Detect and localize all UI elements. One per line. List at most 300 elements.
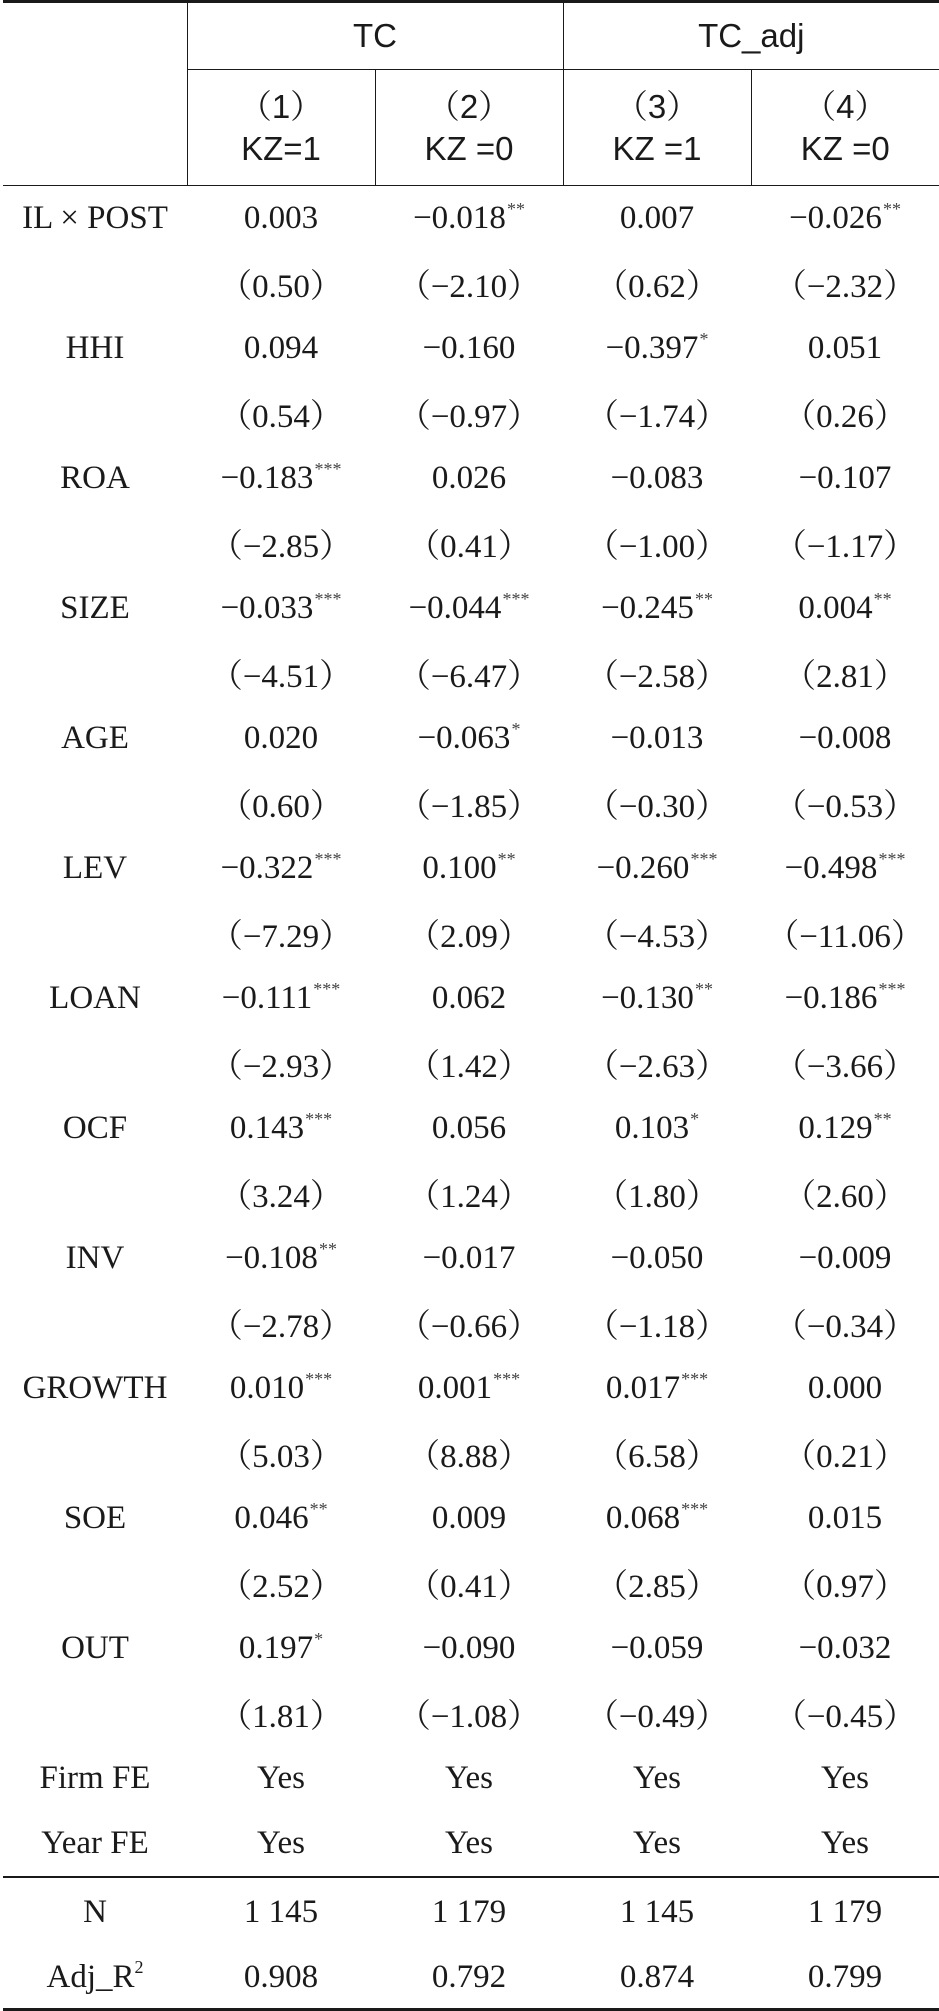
row-label: Firm FE bbox=[3, 1746, 187, 1811]
cell-value: −0.260 bbox=[597, 850, 690, 886]
table-cell bbox=[751, 576, 939, 641]
table-row-tstat bbox=[3, 1551, 939, 1616]
table-cell bbox=[375, 1161, 563, 1226]
row-label bbox=[3, 1161, 187, 1226]
cell-value: −0.107 bbox=[799, 460, 892, 496]
table-cell bbox=[751, 1096, 939, 1161]
cell-value: （−1.00） bbox=[586, 529, 728, 565]
table-cell bbox=[375, 836, 563, 901]
cell-value: −0.186 bbox=[785, 980, 878, 1016]
cell-value: （1.42） bbox=[407, 1049, 531, 1085]
cell-value: （2.85） bbox=[595, 1569, 719, 1605]
row-label bbox=[3, 251, 187, 316]
significance-stars: *** bbox=[878, 849, 905, 869]
cell-value: 0.129 bbox=[798, 1110, 872, 1146]
table-row-adj-r2 bbox=[3, 1946, 939, 2010]
cell-value: （−0.30） bbox=[586, 789, 728, 825]
table-cell bbox=[187, 576, 375, 641]
cell-value: （−2.32） bbox=[774, 269, 916, 305]
significance-stars: ** bbox=[507, 199, 525, 219]
table-cell bbox=[563, 771, 751, 836]
cell-value: （−3.66） bbox=[774, 1049, 916, 1085]
table-cell bbox=[187, 1616, 375, 1681]
table-cell bbox=[375, 251, 563, 316]
row-label bbox=[3, 641, 187, 706]
column-condition: KZ=1 bbox=[188, 128, 375, 169]
cell-value: −0.083 bbox=[611, 460, 704, 496]
significance-stars: * bbox=[314, 1629, 323, 1649]
cell-value: （−2.78） bbox=[210, 1309, 352, 1345]
column-condition: KZ =0 bbox=[376, 128, 563, 169]
table-cell bbox=[375, 1551, 563, 1616]
cell-value: −0.108 bbox=[225, 1240, 318, 1276]
cell-value: （1.24） bbox=[407, 1179, 531, 1215]
table-cell bbox=[563, 901, 751, 966]
cell-value: 0.007 bbox=[620, 200, 694, 236]
significance-stars: *** bbox=[314, 459, 341, 479]
table-cell bbox=[751, 1031, 939, 1096]
table-cell bbox=[187, 1746, 375, 1811]
table-cell bbox=[751, 511, 939, 576]
table-cell bbox=[751, 1877, 939, 1946]
significance-stars: * bbox=[699, 329, 708, 349]
cell-value: 0.015 bbox=[808, 1500, 882, 1536]
cell-value: 0.068 bbox=[606, 1500, 680, 1536]
cell-value: （−4.53） bbox=[586, 919, 728, 955]
table-cell bbox=[563, 706, 751, 771]
significance-stars: ** bbox=[310, 1499, 328, 1519]
table-cell bbox=[563, 446, 751, 511]
table-row-coefficient bbox=[3, 1096, 939, 1161]
cell-value: （6.58） bbox=[595, 1439, 719, 1475]
cell-value: （−11.06） bbox=[766, 919, 924, 955]
table-cell bbox=[751, 446, 939, 511]
table-cell bbox=[187, 1681, 375, 1746]
cell-value: （−6.47） bbox=[398, 659, 540, 695]
cell-value: （0.41） bbox=[407, 1569, 531, 1605]
significance-stars: ** bbox=[695, 589, 713, 609]
table-cell bbox=[563, 186, 751, 252]
table-cell bbox=[187, 1421, 375, 1486]
row-label: SOE bbox=[3, 1486, 187, 1551]
table-cell bbox=[751, 316, 939, 381]
row-label: INV bbox=[3, 1226, 187, 1291]
row-label-cell bbox=[3, 1946, 187, 2010]
cell-value: 0.026 bbox=[432, 460, 506, 496]
significance-stars: ** bbox=[695, 979, 713, 999]
regression-table bbox=[3, 0, 939, 2011]
significance-stars: * bbox=[511, 719, 520, 739]
table-cell bbox=[751, 186, 939, 252]
table-cell bbox=[751, 1551, 939, 1616]
column-header-3 bbox=[563, 70, 751, 186]
table-row-coefficient bbox=[3, 1486, 939, 1551]
table-cell bbox=[751, 1421, 939, 1486]
header-column-row bbox=[3, 70, 939, 186]
cell-value: （−0.97） bbox=[398, 399, 540, 435]
table-cell bbox=[187, 1031, 375, 1096]
column-number: （1） bbox=[188, 86, 375, 127]
table-cell bbox=[375, 1486, 563, 1551]
group-header-tc: TC bbox=[187, 2, 563, 70]
row-label: AGE bbox=[3, 706, 187, 771]
header-group-row bbox=[3, 2, 939, 70]
cell-value: −0.322 bbox=[221, 850, 314, 886]
table-cell bbox=[375, 316, 563, 381]
cell-value: 0.799 bbox=[808, 1959, 882, 1995]
significance-stars: ** bbox=[874, 1109, 892, 1129]
cell-value: （0.97） bbox=[783, 1569, 907, 1605]
cell-value: −0.245 bbox=[601, 590, 694, 626]
row-label bbox=[3, 1421, 187, 1486]
cell-value: 1 145 bbox=[244, 1894, 318, 1930]
table-cell bbox=[751, 771, 939, 836]
column-header-2 bbox=[375, 70, 563, 186]
cell-value: （−2.63） bbox=[586, 1049, 728, 1085]
cell-value: （0.60） bbox=[219, 789, 343, 825]
cell-value: Yes bbox=[445, 1825, 493, 1861]
row-label bbox=[3, 381, 187, 446]
table-cell bbox=[563, 1946, 751, 2010]
table-row-coefficient bbox=[3, 186, 939, 252]
row-label: Year FE bbox=[3, 1811, 187, 1877]
cell-value: （1.81） bbox=[219, 1699, 343, 1735]
cell-value: （3.24） bbox=[219, 1179, 343, 1215]
table-cell bbox=[187, 901, 375, 966]
table-cell bbox=[187, 1811, 375, 1877]
cell-value: 0.103 bbox=[615, 1110, 689, 1146]
cell-value: Yes bbox=[633, 1760, 681, 1796]
row-label bbox=[3, 511, 187, 576]
cell-value: 0.094 bbox=[244, 330, 318, 366]
table-row-coefficient bbox=[3, 1811, 939, 1877]
row-label: OUT bbox=[3, 1616, 187, 1681]
table-cell bbox=[751, 1681, 939, 1746]
table-cell bbox=[563, 1746, 751, 1811]
table-cell bbox=[563, 1486, 751, 1551]
table-cell bbox=[375, 1877, 563, 1946]
cell-value: （2.60） bbox=[783, 1179, 907, 1215]
cell-value: 0.051 bbox=[808, 330, 882, 366]
table-cell bbox=[187, 1291, 375, 1356]
cell-value: 0.001 bbox=[418, 1370, 492, 1406]
table-cell bbox=[375, 1746, 563, 1811]
table-row-tstat bbox=[3, 1681, 939, 1746]
table-cell bbox=[751, 1226, 939, 1291]
table-cell bbox=[563, 251, 751, 316]
cell-value: Yes bbox=[257, 1760, 305, 1796]
table-cell bbox=[187, 316, 375, 381]
cell-value: （−2.85） bbox=[210, 529, 352, 565]
table-cell bbox=[375, 576, 563, 641]
table-cell bbox=[375, 901, 563, 966]
table-cell bbox=[375, 446, 563, 511]
table-cell bbox=[187, 1486, 375, 1551]
cell-value: （0.50） bbox=[219, 269, 343, 305]
table-cell bbox=[187, 966, 375, 1031]
cell-value: −0.130 bbox=[601, 980, 694, 1016]
column-number: （2） bbox=[376, 86, 563, 127]
table-cell bbox=[375, 706, 563, 771]
cell-value: （−0.45） bbox=[774, 1699, 916, 1735]
cell-value: （−0.34） bbox=[774, 1309, 916, 1345]
table-cell bbox=[563, 1421, 751, 1486]
table-row-coefficient bbox=[3, 1746, 939, 1811]
table-row-coefficient bbox=[3, 446, 939, 511]
table-cell bbox=[187, 1356, 375, 1421]
significance-stars: *** bbox=[681, 1369, 708, 1389]
table-cell bbox=[187, 1551, 375, 1616]
cell-value: −0.013 bbox=[611, 720, 704, 756]
significance-stars: ** bbox=[498, 849, 516, 869]
table-row-coefficient bbox=[3, 1616, 939, 1681]
table-cell bbox=[751, 901, 939, 966]
table-row-tstat bbox=[3, 1161, 939, 1226]
cell-value: （−2.10） bbox=[398, 269, 540, 305]
cell-value: 1 145 bbox=[620, 1894, 694, 1930]
cell-value: −0.018 bbox=[413, 200, 506, 236]
table-cell bbox=[563, 1811, 751, 1877]
cell-value: （2.09） bbox=[407, 919, 531, 955]
table-row-coefficient bbox=[3, 966, 939, 1031]
significance-stars: *** bbox=[305, 1369, 332, 1389]
cell-value: （−2.93） bbox=[210, 1049, 352, 1085]
significance-stars: ** bbox=[319, 1239, 337, 1259]
significance-stars: ** bbox=[883, 199, 901, 219]
table-row-n bbox=[3, 1877, 939, 1946]
table-cell bbox=[187, 511, 375, 576]
table-cell bbox=[563, 1031, 751, 1096]
cell-value: 1 179 bbox=[808, 1894, 882, 1930]
table-cell bbox=[563, 1161, 751, 1226]
cell-value: （8.88） bbox=[407, 1439, 531, 1475]
row-label: HHI bbox=[3, 316, 187, 381]
cell-value: −0.111 bbox=[222, 980, 312, 1016]
row-label bbox=[3, 1031, 187, 1096]
table-cell bbox=[751, 1616, 939, 1681]
table-cell bbox=[563, 1877, 751, 1946]
cell-value: 0.143 bbox=[230, 1110, 304, 1146]
table-cell bbox=[187, 836, 375, 901]
row-label bbox=[3, 901, 187, 966]
table-cell bbox=[751, 966, 939, 1031]
cell-value: 0.010 bbox=[230, 1370, 304, 1406]
cell-value: 0.046 bbox=[234, 1500, 308, 1536]
table-cell bbox=[563, 1226, 751, 1291]
cell-value: （−7.29） bbox=[210, 919, 352, 955]
row-label: LEV bbox=[3, 836, 187, 901]
row-label bbox=[3, 1551, 187, 1616]
cell-value: Yes bbox=[821, 1760, 869, 1796]
table-cell bbox=[375, 511, 563, 576]
table-row-tstat bbox=[3, 1031, 939, 1096]
table-cell bbox=[751, 1811, 939, 1877]
cell-value: （−1.85） bbox=[398, 789, 540, 825]
table-cell bbox=[563, 1356, 751, 1421]
table-cell bbox=[375, 1421, 563, 1486]
table-cell bbox=[187, 1096, 375, 1161]
cell-value: 0.000 bbox=[808, 1370, 882, 1406]
table-cell bbox=[187, 1226, 375, 1291]
column-header-4 bbox=[751, 70, 939, 186]
group-header-tc-adj: TC_adj bbox=[563, 2, 939, 70]
table-cell bbox=[563, 316, 751, 381]
row-label: OCF bbox=[3, 1096, 187, 1161]
table-row-coefficient bbox=[3, 706, 939, 771]
table-cell bbox=[751, 706, 939, 771]
table-cell bbox=[375, 966, 563, 1031]
table-cell bbox=[563, 511, 751, 576]
cell-value: （1.80） bbox=[595, 1179, 719, 1215]
table-cell bbox=[751, 641, 939, 706]
table-row-tstat bbox=[3, 771, 939, 836]
table-cell bbox=[563, 836, 751, 901]
significance-stars: *** bbox=[690, 849, 717, 869]
table-cell bbox=[375, 1616, 563, 1681]
cell-value: （−2.58） bbox=[586, 659, 728, 695]
cell-value: 0.017 bbox=[606, 1370, 680, 1406]
table-cell bbox=[375, 381, 563, 446]
table-cell bbox=[375, 1681, 563, 1746]
table-cell bbox=[187, 251, 375, 316]
row-label: IL × POST bbox=[3, 186, 187, 252]
cell-value: （−0.66） bbox=[398, 1309, 540, 1345]
table-cell bbox=[563, 381, 751, 446]
cell-value: −0.397 bbox=[606, 330, 699, 366]
cell-value: −0.050 bbox=[611, 1240, 704, 1276]
significance-stars: *** bbox=[878, 979, 905, 999]
row-label: ROA bbox=[3, 446, 187, 511]
table-cell bbox=[375, 1356, 563, 1421]
cell-value: Yes bbox=[633, 1825, 681, 1861]
cell-value: Yes bbox=[445, 1760, 493, 1796]
row-label bbox=[3, 1291, 187, 1356]
cell-value: −0.059 bbox=[611, 1630, 704, 1666]
column-condition: KZ =1 bbox=[564, 128, 751, 169]
table-cell bbox=[751, 1161, 939, 1226]
table-row-tstat bbox=[3, 251, 939, 316]
table-cell bbox=[563, 641, 751, 706]
table-cell bbox=[751, 1486, 939, 1551]
table-cell bbox=[751, 1356, 939, 1421]
row-label bbox=[3, 771, 187, 836]
table-cell bbox=[751, 836, 939, 901]
cell-value: 0.004 bbox=[798, 590, 872, 626]
table-cell bbox=[375, 1946, 563, 2010]
cell-value: （−1.17） bbox=[774, 529, 916, 565]
table-row-coefficient bbox=[3, 316, 939, 381]
table-row-tstat bbox=[3, 511, 939, 576]
table-row-coefficient bbox=[3, 1356, 939, 1421]
significance-stars: *** bbox=[305, 1109, 332, 1129]
cell-value: （−0.53） bbox=[774, 789, 916, 825]
cell-value: （0.21） bbox=[783, 1439, 907, 1475]
cell-value: −0.090 bbox=[423, 1630, 516, 1666]
table-cell bbox=[187, 641, 375, 706]
cell-value: （−4.51） bbox=[210, 659, 352, 695]
table-cell bbox=[375, 1226, 563, 1291]
cell-value: −0.017 bbox=[423, 1240, 516, 1276]
cell-value: （0.54） bbox=[219, 399, 343, 435]
cell-value: −0.032 bbox=[799, 1630, 892, 1666]
cell-value: （0.62） bbox=[595, 269, 719, 305]
table-cell bbox=[563, 1551, 751, 1616]
table-cell bbox=[187, 1161, 375, 1226]
cell-value: （−1.18） bbox=[586, 1309, 728, 1345]
header-corner-cell bbox=[3, 70, 187, 186]
table-cell bbox=[563, 1616, 751, 1681]
table-cell bbox=[375, 1031, 563, 1096]
significance-stars: *** bbox=[493, 1369, 520, 1389]
cell-value: （−1.74） bbox=[586, 399, 728, 435]
cell-value: （0.41） bbox=[407, 529, 531, 565]
table-cell bbox=[187, 771, 375, 836]
table-cell bbox=[751, 1946, 939, 2010]
header-corner-cell bbox=[3, 2, 187, 70]
table-cell bbox=[375, 1096, 563, 1161]
cell-value: （0.26） bbox=[783, 399, 907, 435]
cell-value: Yes bbox=[821, 1825, 869, 1861]
table-cell bbox=[563, 576, 751, 641]
cell-value: 0.009 bbox=[432, 1500, 506, 1536]
table-row-tstat bbox=[3, 1291, 939, 1356]
table-cell bbox=[187, 381, 375, 446]
cell-value: Yes bbox=[257, 1825, 305, 1861]
row-label: SIZE bbox=[3, 576, 187, 641]
table-cell bbox=[187, 1946, 375, 2010]
table-row-coefficient bbox=[3, 1226, 939, 1291]
table-row-tstat bbox=[3, 901, 939, 966]
table-cell bbox=[563, 1291, 751, 1356]
table-cell bbox=[375, 186, 563, 252]
cell-value: −0.183 bbox=[221, 460, 314, 496]
cell-value: 1 179 bbox=[432, 1894, 506, 1930]
cell-value: 0.908 bbox=[244, 1959, 318, 1995]
row-label: Adj_R bbox=[46, 1959, 134, 1995]
cell-value: （−0.49） bbox=[586, 1699, 728, 1735]
table-row-tstat bbox=[3, 1421, 939, 1486]
table-cell bbox=[563, 1096, 751, 1161]
cell-value: 0.062 bbox=[432, 980, 506, 1016]
table-row-coefficient bbox=[3, 836, 939, 901]
table-cell bbox=[375, 641, 563, 706]
column-header-1 bbox=[187, 70, 375, 186]
table-cell bbox=[375, 1811, 563, 1877]
table-cell bbox=[751, 251, 939, 316]
significance-stars: *** bbox=[502, 589, 529, 609]
cell-value: （−1.08） bbox=[398, 1699, 540, 1735]
cell-value: −0.063 bbox=[418, 720, 511, 756]
table-cell bbox=[751, 1746, 939, 1811]
table-cell bbox=[563, 966, 751, 1031]
significance-stars: *** bbox=[313, 979, 340, 999]
cell-value: −0.008 bbox=[799, 720, 892, 756]
table-cell bbox=[187, 186, 375, 252]
table-cell bbox=[375, 771, 563, 836]
significance-stars: * bbox=[690, 1109, 699, 1129]
cell-value: （2.81） bbox=[783, 659, 907, 695]
column-number: （3） bbox=[564, 86, 751, 127]
cell-value: 0.874 bbox=[620, 1959, 694, 1995]
table-cell bbox=[187, 706, 375, 771]
table-cell bbox=[187, 446, 375, 511]
table-cell bbox=[751, 381, 939, 446]
cell-value: 0.056 bbox=[432, 1110, 506, 1146]
table-row-coefficient bbox=[3, 576, 939, 641]
cell-value: −0.009 bbox=[799, 1240, 892, 1276]
row-label bbox=[3, 1681, 187, 1746]
significance-stars: *** bbox=[681, 1499, 708, 1519]
